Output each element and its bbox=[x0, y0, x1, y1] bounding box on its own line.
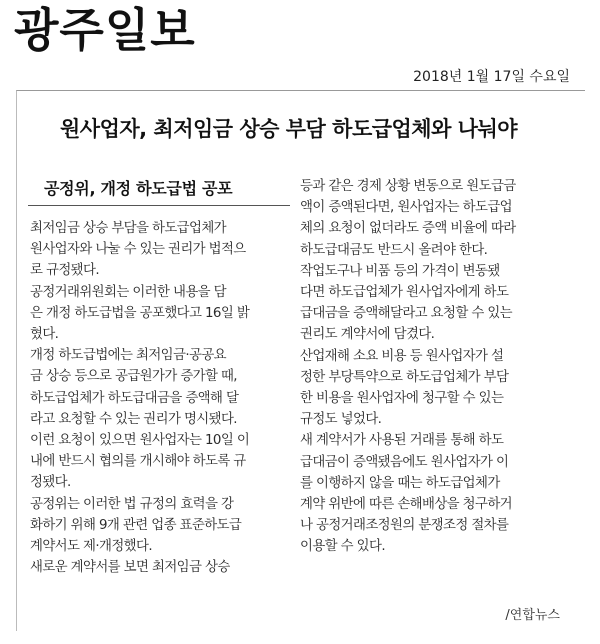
text-line: 정됐다. bbox=[30, 475, 71, 491]
text-line: 공정거래위원회는 이러한 내용을 담 bbox=[30, 284, 226, 300]
text-line: 개정 하도급법에는 최저임금·공공요 bbox=[30, 348, 226, 364]
text-line: 최저임금 상승 부담을 하도급업체가 bbox=[30, 221, 226, 236]
text-line: 다면 하도급업체가 원사업자에게 하도 bbox=[300, 285, 509, 301]
text-line: 급대금이 증액됐음에도 원사업자가 이 bbox=[300, 454, 509, 470]
text-line: 를 이행하지 않을 때는 하도급업체가 bbox=[300, 475, 500, 491]
text-line: 새로운 계약서를 보면 최저임금 상승 bbox=[30, 560, 230, 576]
text-line: 액이 증액된다면, 원사업자는 하도급업 bbox=[300, 200, 512, 216]
publication-date: 2018년 1월 17일 수요일 bbox=[413, 69, 570, 85]
text-line: 계약서도 제·개정했다. bbox=[30, 539, 152, 555]
text-line: 한 비용을 원사업자에 청구할 수 있는 bbox=[300, 391, 504, 407]
text-line: 등과 같은 경제 상황 변동으로 원도급금 bbox=[300, 179, 516, 194]
text-line: 이용할 수 있다. bbox=[300, 539, 385, 555]
text-line: 라고 요청할 수 있는 권리가 명시됐다. bbox=[30, 411, 237, 427]
text-line: 혔다. bbox=[30, 327, 59, 343]
text-line: 체의 요청이 없더라도 증액 비율에 따라 bbox=[300, 221, 516, 237]
text-line: 이런 요청이 있으면 원사업자는 10일 이 bbox=[30, 433, 250, 449]
subheadline-divider bbox=[28, 205, 290, 206]
text-line: 작업도구나 비품 등의 가격이 변동됐 bbox=[300, 263, 500, 279]
news-source-credit: /연합뉴스 bbox=[505, 608, 560, 623]
text-line: 새 계약서가 사용된 거래를 통해 하도 bbox=[300, 433, 504, 449]
text-line: 하도급업체가 하도급대금을 증액해 달 bbox=[30, 390, 239, 406]
text-line: 나 공정거래조정원의 분쟁조정 절차를 bbox=[300, 518, 509, 534]
text-line: 권리도 계약서에 담겼다. bbox=[300, 327, 435, 343]
text-line: 로 규정됐다. bbox=[30, 263, 99, 279]
article-column-2 bbox=[300, 176, 572, 558]
text-line: 공정위는 이러한 법 규정의 효력을 강 bbox=[30, 496, 234, 512]
article-subheadline: 공정위, 개정 하도급법 공포 bbox=[44, 179, 233, 198]
text-line: 원사업자와 나눌 수 있는 권리가 법적으 bbox=[30, 242, 246, 258]
text-line: 규정도 넣었다. bbox=[300, 412, 382, 428]
text-line: 산업재해 소요 비용 등 원사업자가 설 bbox=[300, 348, 504, 364]
text-line: 은 개정 하도급법을 공포했다고 16일 밝 bbox=[30, 305, 250, 321]
text-line: 화하기 위해 9개 관련 업종 표준하도급 bbox=[30, 517, 242, 533]
newspaper-masthead: 광주일보 bbox=[14, 3, 196, 57]
text-line: 금 상승 등으로 공급원가가 증가할 때, bbox=[30, 369, 237, 385]
article-headline: 원사업자, 최저임금 상승 부담 하도급업체와 나눠야 bbox=[60, 117, 518, 141]
text-line: 정한 부당특약으로 하도급업체가 부담 bbox=[300, 369, 509, 385]
text-line: 계약 위반에 따른 손해배상을 청구하거 bbox=[300, 497, 512, 513]
text-line: 하도급대금도 반드시 올려야 한다. bbox=[300, 242, 488, 258]
article-column-1 bbox=[30, 218, 292, 578]
text-line: 내에 반드시 협의를 개시해야 하도록 규 bbox=[30, 454, 246, 470]
text-line: 급대금을 증액해달라고 요청할 수 있는 bbox=[300, 306, 512, 322]
